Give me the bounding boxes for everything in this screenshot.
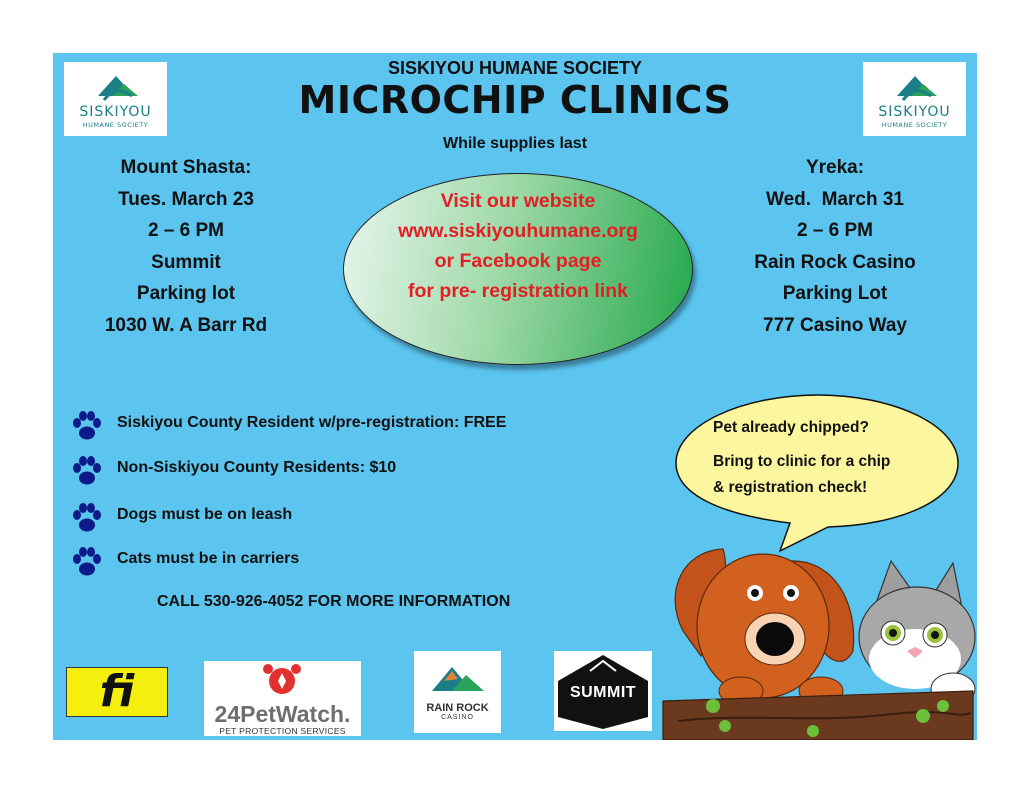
list-item-text: Non-Siskiyou County Residents: $10 <box>117 459 397 476</box>
left-location <box>56 152 316 341</box>
paw-icon <box>71 547 103 577</box>
location-address: 1030 W. A Barr Rd <box>104 314 268 336</box>
location-city: Yreka: <box>805 157 865 178</box>
fi-logo-text: fi <box>99 666 135 717</box>
location-venue: Rain Rock Casino <box>754 251 916 273</box>
rain-rock-logo <box>414 651 501 733</box>
location-date: Wed. March 31 <box>766 188 904 210</box>
bubble-line: Bring to clinic for a chip <box>713 453 891 470</box>
paw-icon <box>71 456 103 486</box>
call-info: CALL 530-926-4052 FOR MORE INFORMATION <box>157 593 511 610</box>
location-date: Tues. March 23 <box>118 188 254 210</box>
bubble-line: Pet already chipped? <box>713 419 869 436</box>
petwatch-name: 24PetWatch. <box>214 701 351 727</box>
website-oval <box>343 173 693 365</box>
list-item-text: Cats must be in carriers <box>117 550 300 567</box>
subtitle: While supplies last <box>442 135 588 152</box>
location-time: 2 – 6 PM <box>147 220 225 241</box>
list-item-text: Dogs must be on leash <box>117 506 293 523</box>
rain-rock-sub: CASINO <box>441 714 474 721</box>
paw-icon <box>71 503 103 533</box>
petwatch-sub: PET PROTECTION SERVICES <box>219 726 346 736</box>
location-venue-detail: Parking Lot <box>782 283 888 304</box>
location-venue: Summit <box>151 251 221 273</box>
page-title: MICROCHIP CLINICS <box>298 78 732 122</box>
petwatch-logo <box>204 661 361 736</box>
location-address: 777 Casino Way <box>763 314 907 336</box>
location-city: Mount Shasta: <box>120 157 252 178</box>
bubble-line: & registration check! <box>713 479 868 496</box>
oval-line: Visit our website <box>440 190 596 212</box>
logo-word: SISKIYOU <box>878 104 951 120</box>
org-name: SISKIYOU HUMANE SOCIETY <box>387 58 643 78</box>
rain-rock-name: RAIN ROCK <box>426 702 489 714</box>
list-item-text: Siskiyou County Resident w/pre-registration: FREE <box>117 414 507 431</box>
paw-compass-icon <box>204 661 361 697</box>
oval-line: or Facebook page <box>434 250 602 272</box>
paw-icon <box>71 411 103 441</box>
right-location <box>705 152 965 341</box>
summit-logo <box>554 651 652 731</box>
fi-logo <box>66 667 168 717</box>
dog-and-cat-illustration <box>653 531 977 740</box>
logo-sub: HUMANE SOCIETY <box>82 121 149 129</box>
logo-sub: HUMANE SOCIETY <box>881 121 948 129</box>
mountain-icon <box>414 651 501 697</box>
location-time: 2 – 6 PM <box>796 220 874 241</box>
logo-word: SISKIYOU <box>79 104 152 120</box>
location-venue-detail: Parking lot <box>136 283 236 304</box>
website-link[interactable]: www.siskiyouhumane.org <box>398 220 638 242</box>
oval-line: for pre- registration link <box>408 280 628 302</box>
summit-name: SUMMIT <box>569 684 637 701</box>
bubble-text <box>713 415 890 501</box>
flyer <box>53 53 977 740</box>
